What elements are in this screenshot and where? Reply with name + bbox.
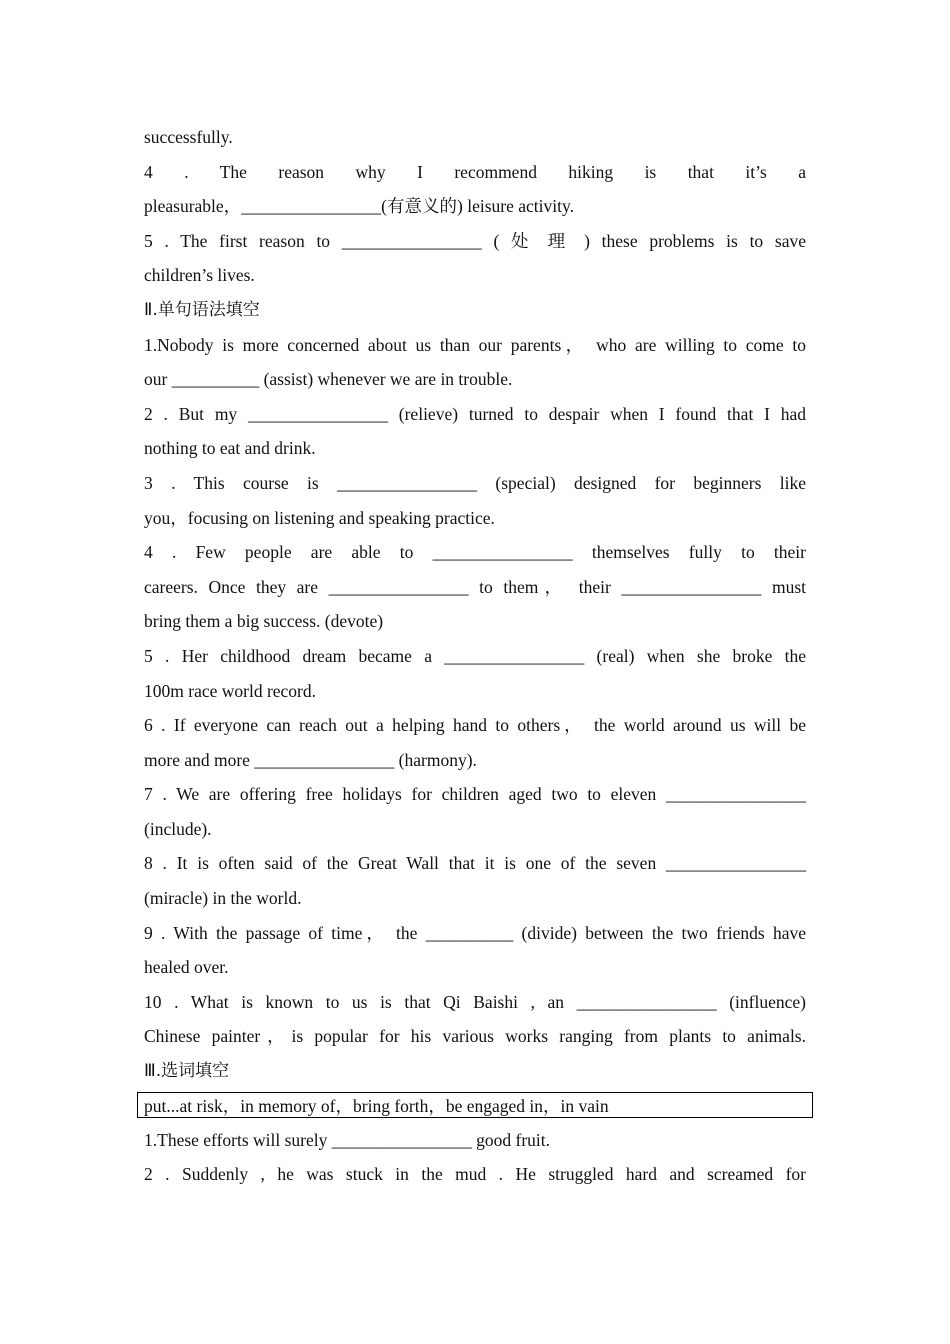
text-line: 2 . But my ________________ (relieve) turned to despair when I found that I had — [144, 403, 806, 424]
exercise-lines-after-box — [144, 1123, 806, 1192]
text-line: 1.Nobody is more concerned about us than our parents， who are willing to come to — [144, 334, 806, 355]
text-line: 10 . What is known to us is that Qi Baishi , an ________________ (influence) — [144, 991, 806, 1012]
text-line: 1.These efforts will surely ________________ good fruit. — [144, 1129, 551, 1150]
text-line: Chinese painter，is popular for his various works ranging from plants to animals. — [144, 1026, 806, 1047]
text-line: successfully. — [144, 127, 233, 147]
text-line: 100m race world record. — [144, 680, 317, 701]
text-line: careers. Once they are ________________ to them， their ________________ must — [144, 576, 806, 597]
text-line: (miracle) in the world. — [144, 888, 302, 909]
exercise-lines — [144, 120, 806, 1089]
text-line: 9 . With the passage of time， the __________ (divide) between the two friends have — [144, 922, 806, 943]
text-line: children’s lives. — [144, 265, 255, 286]
section-heading: Ⅲ.选词填空 — [144, 1061, 230, 1082]
text-line: 3 . This course is ________________ (special) designed for beginners like — [144, 472, 806, 493]
text-line: 5 . Her childhood dream became a ________________ (real) when she broke the — [144, 645, 806, 666]
text-line: more and more ________________ (harmony). — [144, 749, 477, 770]
text-line: 4 . Few people are able to ________________ themselves fully to their — [144, 542, 806, 563]
text-line: 4 . The reason why I recommend hiking is that it’s a — [144, 161, 806, 182]
text-line: 2 . Suddenly , he was stuck in the mud . He struggled hard and screamed for — [144, 1164, 806, 1185]
word-bank-box: put...at risk，in memory of，bring forth，be engaged in，in vain — [137, 1092, 813, 1118]
text-line: 5 . The first reason to ________________ ( 处 理 ) these problems is to save — [144, 230, 806, 251]
text-line: 6 . If everyone can reach out a helping hand to others， the world around us will be — [144, 715, 806, 736]
text-line: 8 . It is often said of the Great Wall that it is one of the seven ________________ — [144, 853, 806, 874]
text-line: nothing to eat and drink. — [144, 438, 316, 459]
text-line: bring them a big success. (devote) — [144, 611, 384, 632]
text-line: our __________ (assist) whenever we are in trouble. — [144, 369, 513, 390]
section-heading: Ⅱ.单句语法填空 — [144, 299, 260, 320]
document-page — [144, 120, 806, 1192]
text-line: pleasurable，________________(有意义的) leisure activity. — [144, 196, 574, 217]
text-line: healed over. — [144, 957, 229, 978]
text-line: you，focusing on listening and speaking practice. — [144, 507, 495, 528]
text-line: 7 . We are offering free holidays for children aged two to eleven ________________ — [144, 784, 806, 805]
text-line: (include). — [144, 818, 212, 839]
